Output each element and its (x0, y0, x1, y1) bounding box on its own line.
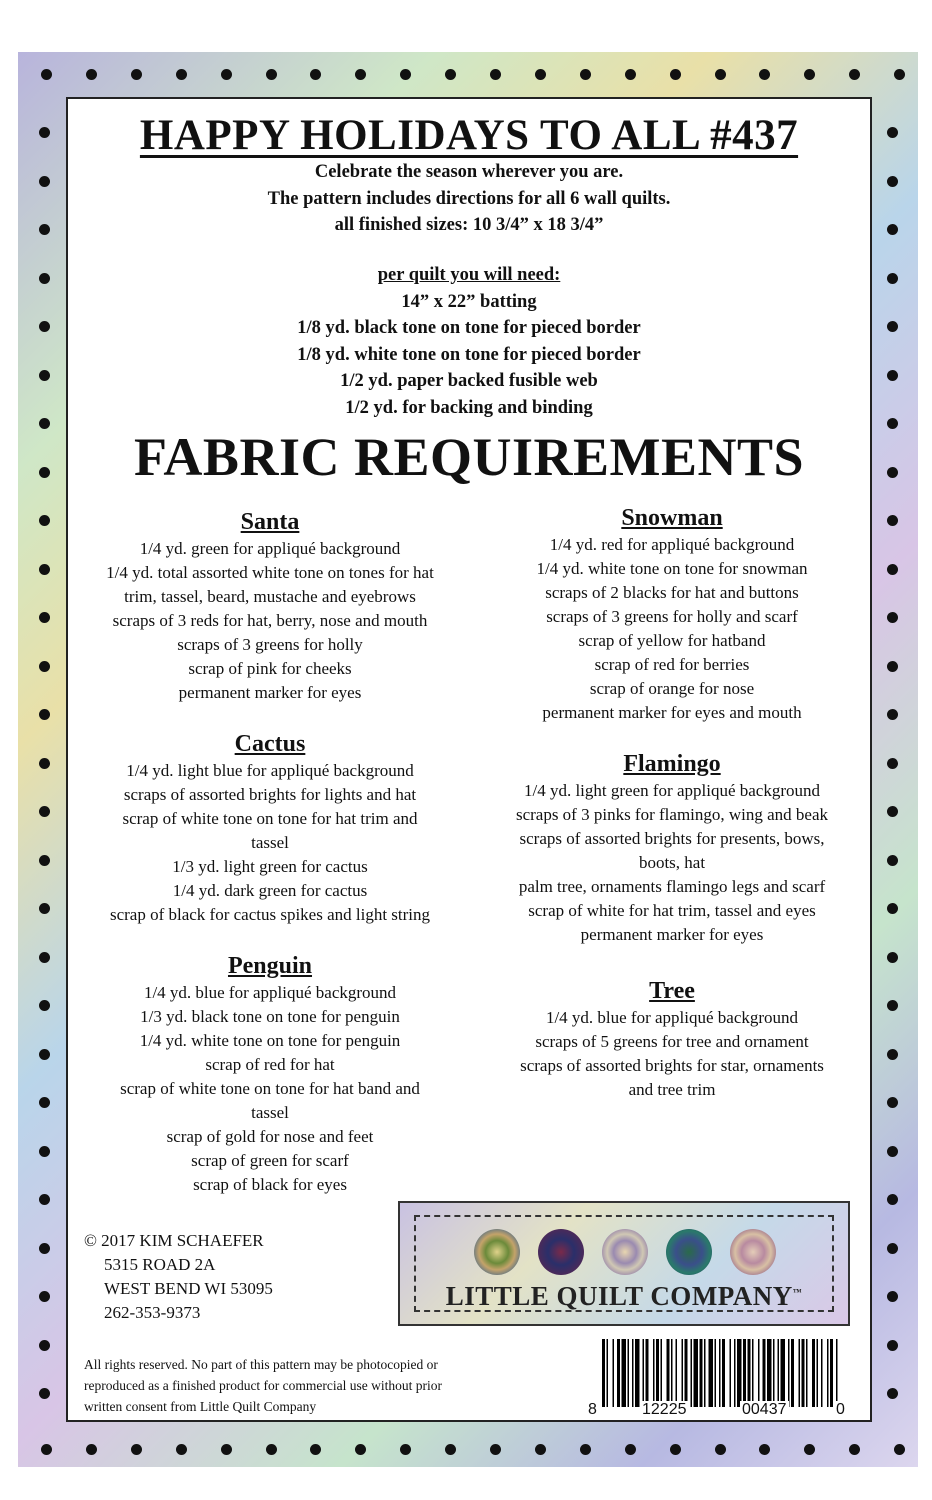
barcode-bar (781, 1339, 786, 1407)
border-dot (221, 69, 232, 80)
border-dot (39, 1291, 50, 1302)
section-item: 1/4 yd. blue for appliqué background (143, 983, 397, 1002)
section-header: Flamingo (623, 751, 721, 777)
barcode-bar (676, 1339, 678, 1407)
barcode-bar (691, 1339, 693, 1407)
swirl-circle-icon (474, 1229, 520, 1275)
section-item: scraps of assorted brights for star, ornaments (520, 1056, 824, 1075)
barcode-bar (791, 1339, 794, 1407)
border-dot (266, 1444, 277, 1455)
border-dot (625, 1444, 636, 1455)
section-item: 1/4 yd. white tone on tone for penguin (139, 1031, 401, 1050)
border-dot (490, 69, 501, 80)
section-tree (472, 976, 872, 1102)
border-dot (310, 69, 321, 80)
section-item: permanent marker for eyes (580, 925, 764, 944)
section-item: palm tree, ornaments flamingo legs and scarf (518, 877, 826, 896)
logo-stitched-border (414, 1215, 834, 1312)
section-item: permanent marker for eyes and mouth (542, 703, 802, 722)
border-dot (39, 1049, 50, 1060)
section-snowman (472, 503, 872, 725)
section-penguin (68, 951, 472, 1197)
pattern-title: HAPPY HOLIDAYS TO ALL #437 (139, 112, 799, 159)
address-line: 5315 ROAD 2A (104, 1255, 216, 1274)
barcode-bar (743, 1339, 746, 1407)
border-dot (400, 69, 411, 80)
barcode-bar (734, 1339, 736, 1407)
border-dot (887, 806, 898, 817)
barcode-bar (812, 1339, 815, 1407)
section-item: 1/4 yd. green for appliqué background (139, 539, 401, 558)
section-item: scraps of assorted brights for presents, bows, (519, 829, 825, 848)
barcode-bar (602, 1339, 605, 1407)
border-dot (887, 1243, 898, 1254)
border-dot (887, 952, 898, 963)
rights-line: written consent from Little Quilt Company (84, 1399, 317, 1414)
border-dot (39, 515, 50, 526)
section-item: 1/4 yd. white tone on tone for snowman (536, 559, 808, 578)
border-dot (266, 69, 277, 80)
border-dot (86, 69, 97, 80)
border-dot (39, 321, 50, 332)
border-dot (887, 1194, 898, 1205)
barcode-bar (653, 1339, 655, 1407)
border-dot (445, 1444, 456, 1455)
section-item: scraps of assorted brights for lights and hat (123, 785, 417, 804)
border-dot (887, 855, 898, 866)
phone-line: 262-353-9373 (104, 1303, 201, 1322)
border-dot (625, 69, 636, 80)
rights-line: All rights reserved. No part of this pattern may be photocopied or (84, 1357, 438, 1372)
border-dot (887, 1000, 898, 1011)
intro-line: Celebrate the season wherever you are. (314, 162, 624, 182)
barcode-bar (671, 1339, 673, 1407)
border-dot (887, 224, 898, 235)
border-dot (39, 758, 50, 769)
barcode-bar (802, 1339, 805, 1407)
border-dot (39, 1097, 50, 1108)
border-dot (39, 903, 50, 914)
barcode-bar (773, 1339, 775, 1407)
needs-item: 1/8 yd. black tone on tone for pieced border (297, 318, 641, 338)
border-dot (887, 418, 898, 429)
border-dot (887, 515, 898, 526)
border-dot (670, 1444, 681, 1455)
barcode-bar (748, 1339, 751, 1407)
border-dot (894, 1444, 905, 1455)
border-dot (39, 1243, 50, 1254)
company-logo (398, 1201, 850, 1326)
section-header: Tree (649, 978, 695, 1004)
border-dot (887, 1146, 898, 1157)
section-item: 1/4 yd. red for appliqué background (549, 535, 795, 554)
border-dot (887, 612, 898, 623)
barcode-bar (767, 1339, 772, 1407)
border-dot (39, 855, 50, 866)
border-dot (39, 224, 50, 235)
barcode-bar (667, 1339, 670, 1407)
section-item: 1/3 yd. black tone on tone for penguin (140, 1007, 400, 1026)
section-item: scrap of white for hat trim, tassel and eyes (528, 901, 816, 920)
section-header: Snowman (621, 505, 723, 531)
border-dot (490, 1444, 501, 1455)
section-item: scraps of 3 greens for holly (177, 635, 363, 654)
border-dot (715, 69, 726, 80)
swirl-circle-icon (538, 1229, 584, 1275)
barcode-digits: 00437 (742, 1401, 787, 1418)
border-dot (39, 1340, 50, 1351)
barcode-bar (817, 1339, 819, 1407)
swirl-circle-icon (730, 1229, 776, 1275)
barcode-bar (632, 1339, 634, 1407)
barcode-bar (656, 1339, 659, 1407)
section-item: scrap of pink for cheeks (188, 659, 352, 678)
section-header: Penguin (227, 953, 313, 979)
barcode-bar (617, 1339, 620, 1407)
barcode-bar (628, 1339, 630, 1407)
barcode-bar (763, 1339, 766, 1407)
border-dot (39, 709, 50, 720)
barcode-bar (635, 1339, 640, 1407)
section-item: 1/4 yd. blue for appliqué background (545, 1008, 799, 1027)
border-dot (887, 564, 898, 575)
barcode-bar (643, 1339, 645, 1407)
section-item: tassel (251, 833, 289, 852)
barcode-bar (836, 1339, 838, 1407)
barcode-bar (758, 1339, 760, 1407)
border-dot (39, 806, 50, 817)
section-item: 1/4 yd. dark green for cactus (172, 881, 368, 900)
border-dot (39, 612, 50, 623)
barcode-bar (646, 1339, 649, 1407)
fabric-requirements-title: FABRIC REQUIREMENTS (133, 427, 805, 487)
content-panel (66, 97, 872, 1422)
border-dot (804, 1444, 815, 1455)
barcode-bar (709, 1339, 714, 1407)
border-dot (887, 176, 898, 187)
barcode-bar (730, 1339, 732, 1407)
border-dot (580, 69, 591, 80)
barcode-digits: 12225 (642, 1401, 687, 1418)
section-item: trim, tassel, beard, mustache and eyebrows (124, 587, 416, 606)
section-cactus (68, 729, 472, 927)
section-item: scrap of white tone on tone for hat trim and (122, 809, 418, 828)
border-dot (39, 1388, 50, 1399)
section-item: scraps of 3 greens for holly and scarf (546, 607, 798, 626)
border-dot (39, 370, 50, 381)
border-dot (580, 1444, 591, 1455)
needs-header: per quilt you will need: (377, 265, 561, 285)
section-item: scrap of black for eyes (193, 1175, 347, 1194)
swirl-circle-icon (602, 1229, 648, 1275)
border-dot (535, 69, 546, 80)
border-dot (887, 273, 898, 284)
section-item: scraps of 3 pinks for flamingo, wing and beak (515, 805, 829, 824)
barcode-bar (830, 1339, 833, 1407)
barcode-bar (799, 1339, 801, 1407)
section-header: Santa (240, 509, 300, 535)
needs-block (68, 262, 870, 421)
patterned-border-frame (18, 52, 918, 1467)
section-item: 1/3 yd. light green for cactus (172, 857, 368, 876)
section-item: scrap of red for hat (205, 1055, 335, 1074)
section-item: 1/4 yd. light blue for appliqué background (126, 761, 414, 780)
section-item: scraps of 2 blacks for hat and buttons (545, 583, 799, 602)
intro-line: all finished sizes: 10 3/4” x 18 3/4” (334, 215, 604, 235)
border-dot (355, 1444, 366, 1455)
logo-text: LITTLE QUILT COMPANY (445, 1281, 793, 1311)
section-item: boots, hat (638, 853, 706, 872)
border-dot (39, 564, 50, 575)
border-dot (86, 1444, 97, 1455)
barcode-bars (588, 1339, 850, 1409)
border-dot (39, 1000, 50, 1011)
section-item: scrap of red for berries (594, 655, 750, 674)
section-item: 1/4 yd. light green for appliqué background (523, 781, 820, 800)
barcode-bar (694, 1339, 699, 1407)
swirl-circle-icon (666, 1229, 712, 1275)
border-dot (310, 1444, 321, 1455)
barcode-bar (806, 1339, 808, 1407)
barcode-bar (685, 1339, 688, 1407)
intro-line: The pattern includes directions for all 6 wall quilts. (267, 188, 671, 209)
border-dot (887, 709, 898, 720)
border-dot (887, 321, 898, 332)
border-dot (887, 370, 898, 381)
border-dot (39, 127, 50, 138)
barcode-bar (737, 1339, 742, 1407)
border-dot (131, 1444, 142, 1455)
copyright-address (84, 1229, 273, 1325)
barcode-bar (700, 1339, 703, 1407)
section-item: scrap of gold for nose and feet (166, 1127, 374, 1146)
border-dot (39, 176, 50, 187)
border-dot (715, 1444, 726, 1455)
barcode-digit: 8 (588, 1401, 597, 1418)
border-dot (759, 69, 770, 80)
section-flamingo (472, 749, 872, 947)
border-dot (887, 1340, 898, 1351)
border-dot (887, 1388, 898, 1399)
section-item: scrap of black for cactus spikes and light string (109, 905, 431, 924)
needs-item: 1/8 yd. white tone on tone for pieced border (297, 344, 641, 365)
border-dot (759, 1444, 770, 1455)
border-dot (887, 661, 898, 672)
border-dot (39, 1146, 50, 1157)
border-dot (176, 69, 187, 80)
border-dot (41, 69, 52, 80)
border-dot (849, 69, 860, 80)
barcode-bar (722, 1339, 725, 1407)
border-dot (887, 1291, 898, 1302)
address-line: WEST BEND WI 53095 (104, 1279, 273, 1298)
upc-barcode (588, 1339, 850, 1418)
rights-line: reproduced as a finished product for commercial use without prior (84, 1378, 443, 1393)
border-dot (670, 69, 681, 80)
section-item: scrap of yellow for hatband (578, 631, 766, 650)
border-dot (894, 69, 905, 80)
barcode-digit: 0 (836, 1401, 845, 1418)
border-dot (39, 467, 50, 478)
border-dot (39, 418, 50, 429)
section-item: permanent marker for eyes (178, 683, 362, 702)
barcode-bar (788, 1339, 790, 1407)
section-item: tassel (251, 1103, 289, 1122)
needs-item: 1/2 yd. paper backed fusible web (340, 371, 598, 391)
section-item: scrap of green for scarf (191, 1151, 349, 1170)
barcode-bar (704, 1339, 706, 1407)
barcode-bar (719, 1339, 721, 1407)
section-item: scraps of 3 reds for hat, berry, nose and mouth (112, 611, 428, 630)
border-dot (39, 661, 50, 672)
barcode-bar (778, 1339, 780, 1407)
section-santa (68, 507, 472, 705)
section-item: scrap of white tone on tone for hat band and (120, 1079, 420, 1098)
border-dot (445, 69, 456, 80)
logo-wordmark (416, 1281, 832, 1312)
border-dot (355, 69, 366, 80)
intro-block (68, 159, 870, 239)
barcode-bar (613, 1339, 615, 1407)
rights-notice (84, 1354, 442, 1417)
border-dot (221, 1444, 232, 1455)
barcode-bar (715, 1339, 717, 1407)
section-item: 1/4 yd. total assorted white tone on tones for hat (106, 563, 434, 582)
section-item: scrap of orange for nose (589, 679, 755, 698)
barcode-bar (821, 1339, 823, 1407)
needs-item: 1/2 yd. for backing and binding (345, 397, 593, 418)
barcode-bar (622, 1339, 627, 1407)
border-dot (400, 1444, 411, 1455)
section-item: scraps of 5 greens for tree and ornament (535, 1032, 809, 1051)
barcode-bar (682, 1339, 684, 1407)
border-dot (887, 1097, 898, 1108)
section-item: and tree trim (628, 1080, 716, 1099)
border-dot (131, 69, 142, 80)
copyright-line: © 2017 KIM SCHAEFER (84, 1231, 264, 1250)
border-dot (849, 1444, 860, 1455)
barcode-bar (827, 1339, 829, 1407)
barcode-bar (607, 1339, 609, 1407)
border-dot (887, 903, 898, 914)
border-dot (804, 69, 815, 80)
border-dot (39, 1194, 50, 1205)
border-dot (887, 758, 898, 769)
barcode-bar (752, 1339, 754, 1407)
border-dot (535, 1444, 546, 1455)
barcode-bar (661, 1339, 663, 1407)
trademark-mark: ™ (792, 1287, 803, 1297)
border-dot (887, 467, 898, 478)
section-header: Cactus (234, 731, 306, 757)
border-dot (39, 273, 50, 284)
border-dot (39, 952, 50, 963)
border-dot (176, 1444, 187, 1455)
border-dot (41, 1444, 52, 1455)
border-dot (887, 127, 898, 138)
border-dot (887, 1049, 898, 1060)
needs-item: 14” x 22” batting (401, 291, 537, 312)
